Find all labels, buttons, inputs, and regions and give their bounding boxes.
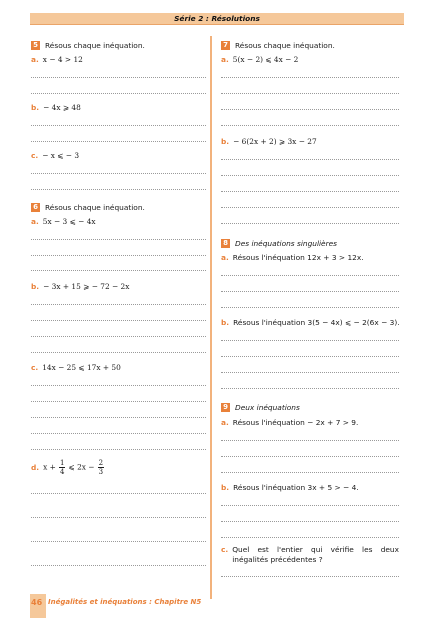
answer-line[interactable] [31,493,206,494]
question-6b [31,282,129,291]
answer-line[interactable] [221,159,399,160]
question-expression: 14x − 25 ⩽ 17x + 50 [42,363,121,372]
answer-line[interactable] [31,255,206,256]
answer-line[interactable] [221,291,399,292]
question-8a [221,253,364,262]
question-label: b. [221,483,230,492]
question-text: Résous l'inéquation 3(5 − 4x) ⩽ − 2(6x − 3). [233,318,400,327]
exercise-title: Résous chaque inéquation. [45,41,145,50]
answer-line[interactable] [221,388,399,389]
question-label: b. [221,137,230,146]
answer-line[interactable] [31,304,206,305]
exercise-title: Résous chaque inéquation. [45,203,145,212]
answer-line[interactable] [31,433,206,434]
question-5b [31,103,81,112]
exercise-number: 6 [31,203,40,212]
exercise-number: 7 [221,41,230,50]
question-expression: − 3x + 15 ⩾ − 72 − 2x [43,282,130,291]
answer-line[interactable] [221,77,399,78]
answer-line[interactable] [31,77,206,78]
question-expression: − 6(2x + 2) ⩾ 3x − 27 [233,137,317,146]
answer-line[interactable] [31,541,206,542]
answer-line[interactable] [31,93,206,94]
answer-line[interactable] [221,521,399,522]
question-expression: − x ⩽ − 3 [42,151,80,160]
question-5c [31,151,79,160]
answer-line[interactable] [31,352,206,353]
answer-line[interactable] [221,472,399,473]
answer-line[interactable] [31,565,206,566]
question-6c [31,363,121,372]
answer-line[interactable] [31,517,206,518]
question-text: Résous l'inéquation 12x + 3 > 12x. [232,253,364,262]
series-banner [30,13,404,25]
fraction-numerator: 2 [98,459,104,467]
answer-line[interactable] [31,173,206,174]
answer-line[interactable] [221,223,399,224]
chapter-footer: Inégalités et inéquations : Chapitre N5 [48,598,202,606]
answer-line[interactable] [221,125,399,126]
question-expression: 5x − 3 ⩽ − 4x [42,217,96,226]
question-label: c. [221,545,229,554]
question-9b [221,483,359,492]
question-label: d. [31,463,40,472]
fraction-denominator: 3 [98,468,104,476]
answer-line[interactable] [31,401,206,402]
answer-line[interactable] [221,307,399,308]
fraction [98,459,104,476]
answer-line[interactable] [221,93,399,94]
answer-line[interactable] [31,320,206,321]
exercise-6-header [31,203,145,212]
answer-line[interactable] [221,340,399,341]
answer-line[interactable] [221,275,399,276]
question-label: a. [221,55,229,64]
question-label: a. [31,217,39,226]
fraction-numerator: 1 [59,459,65,467]
answer-line[interactable] [221,356,399,357]
question-6a [31,217,96,226]
answer-line[interactable] [221,191,399,192]
exercise-8-header [221,239,337,248]
question-expression: x − 4 > 12 [42,55,83,64]
question-6d [31,459,105,476]
question-expression: − 4x ⩾ 48 [43,103,81,112]
fraction-denominator: 4 [59,468,65,476]
fraction [59,459,65,476]
expression-part: x + [43,462,56,472]
answer-line[interactable] [31,336,206,337]
question-5a [31,55,83,64]
answer-line[interactable] [221,440,399,441]
answer-line[interactable] [221,505,399,506]
question-8b [221,318,400,327]
page-number: 46 [31,598,43,607]
exercise-number: 8 [221,239,230,248]
answer-line[interactable] [31,141,206,142]
question-text: Résous l'inéquation − 2x + 7 > 9. [232,418,359,427]
exercise-title: Deux inéquations [235,403,300,412]
question-label: a. [31,55,39,64]
answer-line[interactable] [221,207,399,208]
answer-line[interactable] [221,175,399,176]
question-label: b. [221,318,230,327]
exercise-title: Résous chaque inéquation. [235,41,335,50]
answer-line[interactable] [221,576,399,577]
answer-line[interactable] [221,456,399,457]
question-text: Quel est l'entier qui vérifie les deux inégalités précédentes ? [232,545,399,564]
question-label: c. [31,151,39,160]
question-label: b. [31,103,40,112]
exercise-number: 5 [31,41,40,50]
question-label: a. [221,253,229,262]
exercise-5-header [31,41,145,50]
answer-line[interactable] [221,109,399,110]
question-text: Résous l'inéquation 3x + 5 > − 4. [233,483,359,492]
answer-line[interactable] [31,189,206,190]
answer-line[interactable] [221,372,399,373]
question-label: a. [221,418,229,427]
exercise-number: 9 [221,403,230,412]
column-divider [210,36,212,599]
answer-line[interactable] [221,537,399,538]
question-9c [221,545,399,565]
question-expression: 5(x − 2) ⩽ 4x − 2 [232,55,299,64]
answer-line[interactable] [31,417,206,418]
exercise-7-header [221,41,335,50]
question-label: b. [31,282,40,291]
answer-line[interactable] [31,239,206,240]
question-9a [221,418,358,427]
answer-line[interactable] [31,449,206,450]
expression-part: ⩽ 2x − [68,462,95,472]
question-7b [221,137,317,146]
exercise-title: Des inéquations singulières [235,239,338,248]
exercise-9-header [221,403,300,412]
question-expression [43,459,105,476]
question-7a [221,55,298,64]
series-title: Série 2 : Résolutions [174,14,260,23]
answer-line[interactable] [31,125,206,126]
answer-line[interactable] [31,385,206,386]
answer-line[interactable] [31,270,206,271]
question-label: c. [31,363,39,372]
